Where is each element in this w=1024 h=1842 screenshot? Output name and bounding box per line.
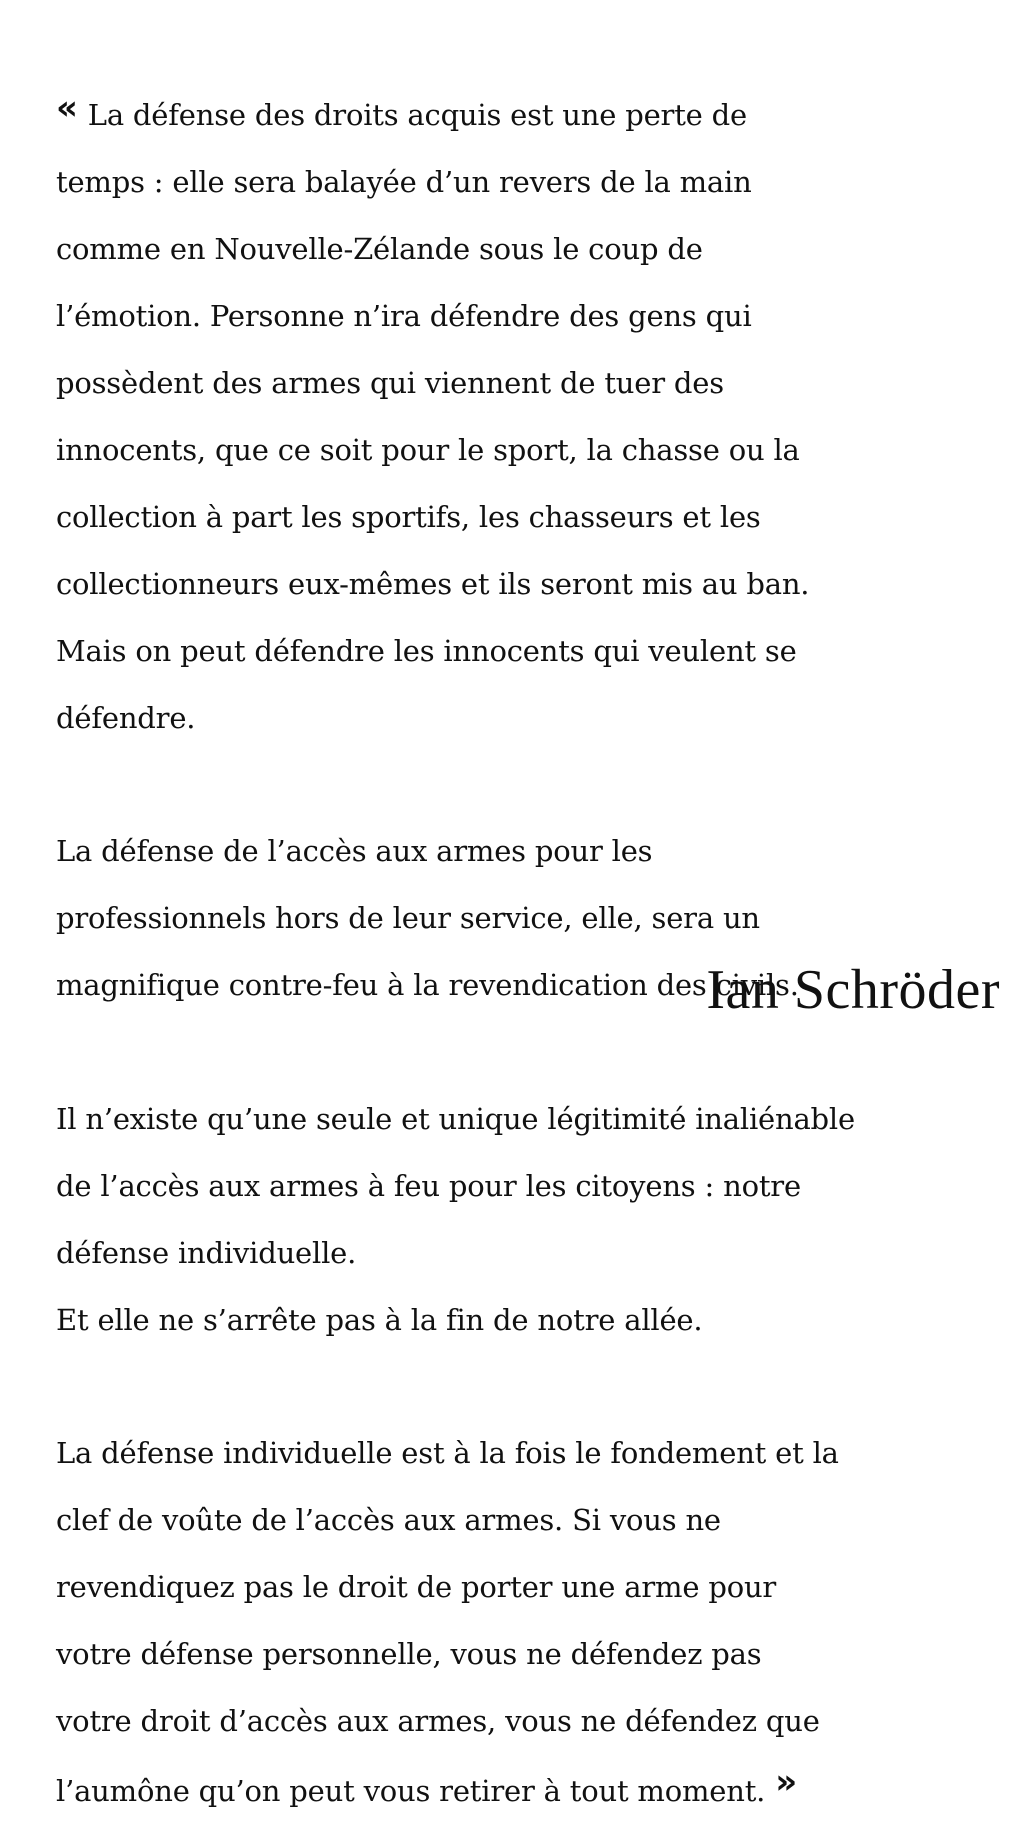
quote-line: votre droit d’accès aux armes, vous ne défendez que	[56, 1705, 986, 1739]
quote-line: de l’accès aux armes à feu pour les citoyens : notre	[56, 1170, 986, 1204]
quote-block	[56, 64, 986, 1842]
quote-line	[56, 98, 986, 133]
quote-paragraph-1	[56, 64, 986, 769]
quote-line: magnifique contre-feu à la revendication des civils.	[56, 969, 986, 1003]
quote-line: La défense individuelle est à la fois le fondement et la	[56, 1437, 986, 1471]
close-quote-mark: »	[775, 1772, 797, 1792]
quote-line: Et elle ne s’arrête pas à la fin de notre allée.	[56, 1304, 986, 1338]
quote-line-text: l’aumône qu’on peut vous retirer à tout moment.	[56, 1774, 765, 1808]
author-signature: Ian Schröder	[706, 958, 1000, 1022]
quote-line: collection à part les sportifs, les chasseurs et les	[56, 501, 986, 535]
open-quote-mark: «	[56, 98, 78, 118]
quote-line: temps : elle sera balayée d’un revers de la main	[56, 166, 986, 200]
quote-line: possèdent des armes qui viennent de tuer des	[56, 367, 986, 401]
quote-line-text: La défense des droits acquis est une perte de	[88, 98, 747, 132]
quote-line: Il n’existe qu’une seule et unique légitimité inaliénable	[56, 1103, 986, 1137]
quote-line: défendre.	[56, 702, 986, 736]
quote-line: clef de voûte de l’accès aux armes. Si vous ne	[56, 1504, 986, 1538]
quote-paragraph-4	[56, 1404, 986, 1842]
quote-line: Mais on peut défendre les innocents qui veulent se	[56, 635, 986, 669]
quote-line: collectionneurs eux-mêmes et ils seront mis au ban.	[56, 568, 986, 602]
quote-line: innocents, que ce soit pour le sport, la chasse ou la	[56, 434, 986, 468]
quote-line: comme en Nouvelle-Zélande sous le coup de	[56, 233, 986, 267]
quote-line	[56, 1772, 986, 1809]
quote-paragraph-3	[56, 1069, 986, 1371]
quote-line: professionnels hors de leur service, elle, sera un	[56, 902, 986, 936]
quote-line: La défense de l’accès aux armes pour les	[56, 835, 986, 869]
quote-line: l’émotion. Personne n’ira défendre des gens qui	[56, 300, 986, 334]
quote-line: défense individuelle.	[56, 1237, 986, 1271]
quote-line: revendiquez pas le droit de porter une arme pour	[56, 1571, 986, 1605]
quote-line: votre défense personnelle, vous ne défendez pas	[56, 1638, 986, 1672]
